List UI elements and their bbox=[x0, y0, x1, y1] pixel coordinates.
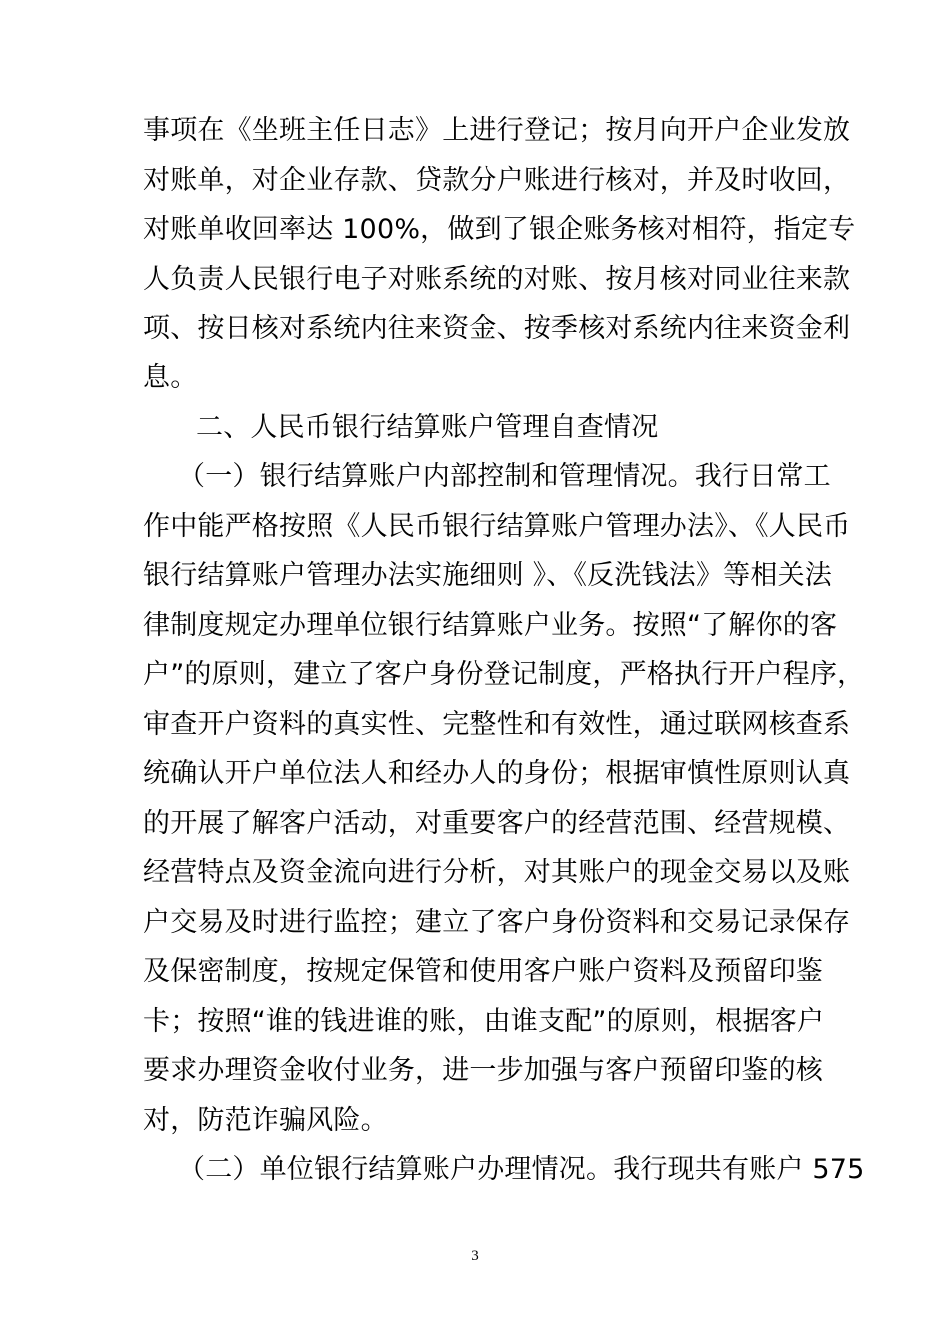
body-text-line: 的开展了解客户活动，对重要客户的经营范围、经营规模、 bbox=[143, 808, 851, 839]
body-text-line: 户”的原则，建立了客户身份登记制度，严格执行开户程序， bbox=[143, 659, 865, 690]
body-text-line: 对，防范诈骗风险。 bbox=[143, 1105, 388, 1136]
page-number: 3 bbox=[471, 1248, 479, 1264]
body-text-line: 对账单收回率达 100%，做到了银企账务核对相符，指定专 bbox=[143, 214, 856, 245]
body-text-line: 事项在《坐班主任日志》上进行登记；按月向开户企业发放 bbox=[143, 115, 851, 146]
body-text-line: 户交易及时进行监控；建立了客户身份资料和交易记录保存 bbox=[143, 907, 851, 938]
section-heading: 二、人民币银行结算账户管理自查情况 bbox=[196, 412, 659, 443]
body-text-line: 息。 bbox=[143, 362, 198, 393]
body-text-line: 人负责人民银行电子对账系统的对账、按月核对同业往来款 bbox=[143, 264, 851, 295]
body-text-line: 作中能严格按照《人民币银行结算账户管理办法》、《人民币 bbox=[143, 511, 851, 542]
body-text-line: 经营特点及资金流向进行分析，对其账户的现金交易以及账 bbox=[143, 857, 851, 888]
paragraph-first-line: （一）银行结算账户内部控制和管理情况。我行日常工 bbox=[178, 461, 831, 492]
body-text-line: 及保密制度，按规定保管和使用客户账户资料及预留印鉴 bbox=[143, 956, 823, 987]
body-text-line: 律制度规定办理单位银行结算账户业务。按照“了解你的客 bbox=[143, 610, 838, 641]
paragraph-first-line: （二）单位银行结算账户办理情况。我行现共有账户 575 bbox=[178, 1154, 865, 1185]
body-text-line: 卡；按照“谁的钱进谁的账，由谁支配”的原则，根据客户 bbox=[143, 1006, 825, 1037]
body-text-line: 统确认开户单位法人和经办人的身份；根据审慎性原则认真 bbox=[143, 758, 851, 789]
body-text-line: 项、按日核对系统内往来资金、按季核对系统内往来资金利 bbox=[143, 313, 851, 344]
body-text-line: 要求办理资金收付业务，进一步加强与客户预留印鉴的核 bbox=[143, 1055, 823, 1086]
body-text-line: 对账单，对企业存款、贷款分户账进行核对，并及时收回， bbox=[143, 165, 851, 196]
body-text-line: 审查开户资料的真实性、完整性和有效性，通过联网核查系 bbox=[143, 709, 851, 740]
body-text-line: 银行结算账户管理办法实施细则 》、《反洗钱法》等相关法 bbox=[143, 560, 832, 591]
